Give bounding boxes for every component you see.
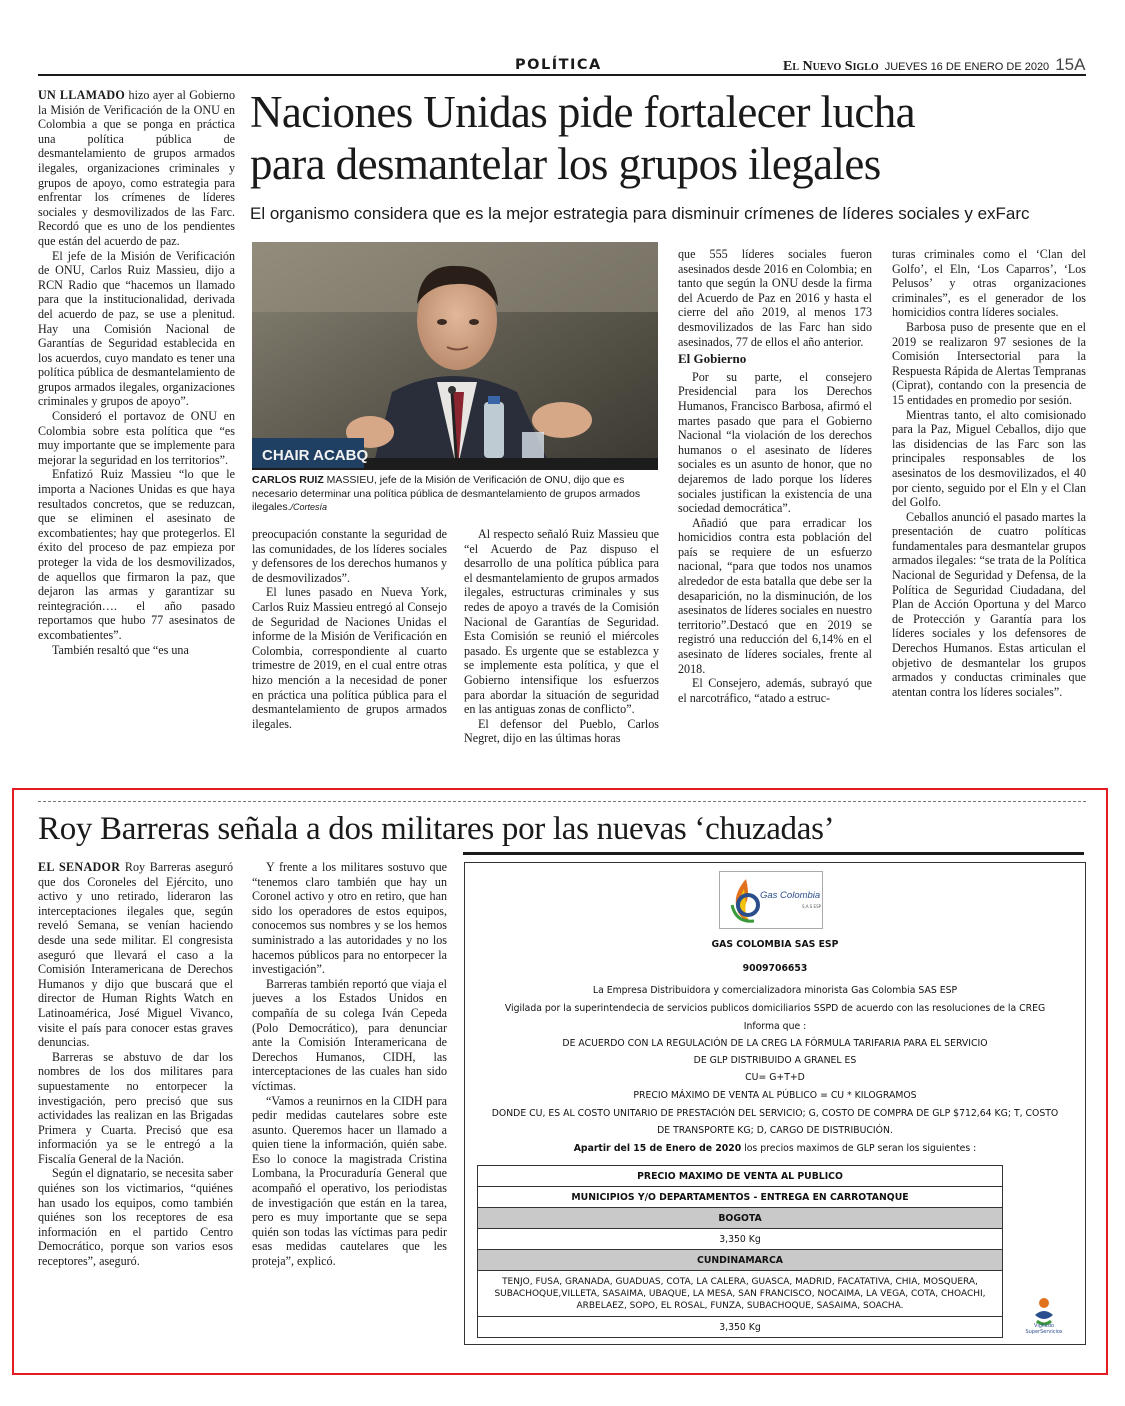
- masthead: [783, 55, 1085, 75]
- paragraph: Barbosa puso de presente que en el 2019 se realizaron 97 sesiones de la Comisión Intersectorial para la Respuesta Rápida de Alertas Tempranas (Ciprat), contando con la presencia de 15 entidades en promedio por sesión.: [892, 319, 1086, 407]
- ad-line: La Empresa Distribuidora y comercializadora minorista Gas Colombia SAS ESP: [592, 985, 958, 996]
- nameplate-text: CHAIR ACABQ: [262, 447, 369, 464]
- headline-line-1: Naciones Unidas pide fortalecer lucha: [250, 87, 915, 137]
- newspaper-brand: El Nuevo Siglo: [783, 59, 879, 74]
- paragraph: También resaltó que “es una: [52, 642, 189, 657]
- paragraph: que 555 líderes sociales fueron asesinados desde 2016 en Colombia; en tanto que según la ONU desde la firma del Acuerdo de Paz en 2016 y hasta el cierre del año 2019, al menos 173 desmovilizados de las Farc han sido asesinados, 77 de ellos el año anterior.: [678, 247, 872, 349]
- paragraph: Por su parte, el consejero Presidencial para los Derechos Humanos, Francisco Barbosa, afirmó el martes pasado que para el Gobierno Nacional “la violación de los derechos humanos o el asesinato de líderes sociales es un asunto de honor, que no dejaremos de lado porque los líderes sociales justifican la existencia de una sociedad democrática”.: [678, 369, 872, 516]
- ad-line: DE TRANSPORTE KG; D, CARGO DE DISTRIBUCIÓN.: [657, 1125, 893, 1136]
- table-title: PRECIO MAXIMO DE VENTA AL PUBLICO: [478, 1166, 1003, 1187]
- ad-company: GAS COLOMBIA SAS ESP: [711, 939, 839, 950]
- table-subtitle: MUNICIPIOS Y/O DEPARTAMENTOS - ENTREGA EN CARROTANQUE: [478, 1187, 1003, 1208]
- logo-text: Gas Colombia: [760, 890, 821, 901]
- lead-word: UN LLAMADO: [38, 88, 126, 102]
- paragraph: turas criminales como el ‘Clan del Golfo’, el Eln, ‘Los Caparros’, ‘Los Pelusos’ y otras organizaciones criminales”, es el generador de los homicidios contra líderes sociales.: [892, 247, 1086, 320]
- ad-effective-date: Apartir del 15 de Enero de 2020: [573, 1143, 742, 1154]
- ad-line: [475, 1143, 1075, 1154]
- paragraph: Y frente a los militares sostuvo que “tenemos claro también que hay un Coronel activo y otro en retiro, que han sido los operadores de estos equipos, conocemos sus nombres y se los hemos suministrado a las autoridades y no los hacemos públicos para no entorpecer la investigación”.: [252, 860, 447, 977]
- price-table: [477, 1165, 1003, 1338]
- ad-line-text: los precios maximos de GLP seran los siguientes :: [741, 1143, 977, 1154]
- paragraph: El lunes pasado en Nueva York, Carlos Ruiz Massieu entregó al Consejo de Seguridad de Naciones Unidas el informe de la Misión de Verificación en Colombia, correspondiente al cuarto trimestre de 2019, en el cual entre otras hizo mención a la necesidad de poner en práctica una política pública para el desmantelamiento de grupos armados ilegales.: [252, 585, 447, 731]
- paragraph: “Vamos a reunirnos en la CIDH para pedir medidas cautelares sobre este asunto. Queremos hacer un llamado a quien tiene la información, quién sabe. Eso lo conoce la magistrada Cristina Lombana, la Procuraduría General que acompañó el operativo, los periodistas de investigación que están en la tarea, pero es muy importante que se sepa quién son todas las víctimas para pedir esas medidas cautelares que les proteja”, explicó.: [252, 1093, 447, 1269]
- table-row: [478, 1271, 1003, 1317]
- paragraph: preocupación constante la seguridad de las comunidades, de los líderes sociales y defensores de los derechos humanos y de desmovilizados”.: [252, 527, 447, 585]
- region-bogota: BOGOTA: [478, 1208, 1003, 1229]
- region-cundinamarca: CUNDINAMARCA: [478, 1250, 1003, 1271]
- ad-formula: PRECIO MÁXIMO DE VENTA AL PÚBLICO = CU * KILOGRAMOS: [633, 1090, 917, 1101]
- ad-line: DONDE CU, ES AL COSTO UNITARIO DE PRESTACIÓN DEL SERVICIO; G, COSTO DE COMPRA DE GLP $712,64 KG; T, COSTO: [491, 1108, 1059, 1119]
- paragraph: Consideró el portavoz de ONU en Colombia sobre esta política que “es muy importante que se implemente para mejorar la seguridad en los territorios”.: [38, 409, 235, 467]
- second-headline: Roy Barreras señala a dos militares por las nuevas ‘chuzadas’: [38, 811, 835, 847]
- section-divider: [38, 801, 1086, 802]
- paragraph: Mientras tanto, el alto comisionado para la Paz, Miguel Ceballos, dijo que las disidencias de las Farc son las principales responsables de los asesinatos de los desmovilizados, el 40 por ciento, seguido por el Eln y el Clan del Golfo.: [892, 407, 1086, 510]
- gas-colombia-advertisement: [464, 862, 1086, 1345]
- paragraph: [38, 88, 235, 249]
- logo-subtext: S.A.S ESP: [802, 904, 822, 909]
- headline-line-2: para desmantelar los grupos ilegales: [250, 139, 881, 189]
- ad-formula: CU= G+T+D: [745, 1072, 805, 1083]
- caption-name: CARLOS RUIZ: [252, 474, 324, 486]
- table-row: [478, 1229, 1003, 1250]
- paragraph: El jefe de la Misión de Verificación de ONU, Carlos Ruiz Massieu, dijo a RCN Radio que “hacemos un llamado para que la institucionalidad, derivada del acuerdo de paz, se use a plenitud. Hay una Comisión Nacional de Garantías de Seguridad establecida en los acuerdos, cuyo mandato es tener una política pública de desmantelamiento de grupos armados ilegales, organizaciones criminales y grupos de apoyo”.: [38, 248, 235, 409]
- table-row: [478, 1187, 1003, 1208]
- municipalities-list: TENJO, FUSA, GRANADA, GUADUAS, COTA, LA CALERA, GUASCA, MADRID, FACATATIVA, CHIA, MOSQUERA, SUBACHOQUE,VILLETA, SASAIMA, UBAQUE, LA MESA, SAN FRANCISCO, NOCAIMA, LA VEGA, COTA, CHOACHI, ARBELAEZ, SOPO, EL ROSAL, FUNZA, SUBACHOQUE, SASAIMA, SOACHA.: [478, 1271, 1003, 1317]
- paragraph: Barreras se abstuvo de dar los nombres de los dos militares para supuestamente no entorpecer la investigación, pero precisó que sus actividades las realizan en las Brigadas Primera y Cuarta. Precisó que esa información ya se le entregó a la Fiscalía General de la Nación.: [38, 1049, 233, 1166]
- page-number: 15A: [1055, 55, 1086, 74]
- ad-line: DE GLP DISTRIBUIDO A GRANEL ES: [693, 1055, 857, 1066]
- main-headline: [250, 86, 1070, 190]
- table-row: [478, 1250, 1003, 1271]
- header-rule: [38, 74, 1086, 76]
- paragraph: El defensor del Pueblo, Carlos Negret, dijo en las últimas horas: [464, 716, 659, 746]
- paragraph-text: Roy Barreras aseguró que dos Coroneles del Ejército, uno activo y uno retirado, lideraron las interceptaciones ilegales que, según reveló Semana, se venían haciendo desde una sede militar. El congresista aseguró que llevará el caso a la Comisión Interamericana de Derechos Humanos y dijo que buscará que el director de Human Rights Watch en Latinoamérica, José Miguel Vivanco, visite el país para conocer estas graves denuncias.: [38, 860, 233, 1050]
- caption-text: MASSIEU, jefe de la Misión de Verificación de ONU, dijo que es necesario determinar una política pública de desmantelamiento de grupos armados ilegales.: [252, 474, 641, 513]
- paragraph: Ceballos anunció el pasado martes la presentación de cuatro políticas fundamentales para desmantelar grupos armados ilegales: “se trata de la Política Nacional de Seguridad y Defensa, de la Política de Seguridad Ciudadana, del Plan de Acción Oportuna y del Marco de Protección y Garantía para los líderes sociales y los defensores de Derechos Humanos. Estas articulan el objetivo de desmantelar los grupos armados y conductas criminales que atentan contra los líderes sociales”.: [892, 509, 1086, 699]
- paragraph: Según el dignatario, se necesita saber quiénes son los victimarios, “quiénes han usado los equipos, como también quiénes son los receptores de esa información en el partido Centro Democrático, porque son varios esos receptores”, aseguró.: [38, 1166, 233, 1269]
- table-row: [478, 1166, 1003, 1187]
- section-label: POLÍTICA: [515, 57, 602, 73]
- superservicios-label: Vigilado SuperServicios: [1025, 1323, 1063, 1335]
- article2-column-1: [38, 860, 233, 1350]
- flame-icon: [724, 875, 764, 927]
- issue-date: JUEVES 16 DE ENERO DE 2020: [884, 61, 1050, 73]
- article1-column-1: [38, 88, 235, 796]
- table-row: [478, 1208, 1003, 1229]
- paragraph: [38, 860, 233, 1050]
- article1-column-5: [892, 247, 1086, 796]
- price-cundinamarca: 3,350 Kg: [478, 1317, 1003, 1338]
- paragraph-text: hizo ayer al Gobierno la Misión de Verificación de la ONU en Colombia a que se ponga en práctica una política pública de desmantelamiento de grupos armados ilegales, organizaciones criminales y grupos de apoyo, como estrategia para enfrentar los crímenes de líderes sociales y desmovilizados de las Farc. Recordó que es uno de los pendientes que están del acuerdo de paz.: [38, 88, 235, 248]
- ad-line: DE ACUERDO CON LA REGULACIÓN DE LA CREG LA FÓRMULA TARIFARIA PARA EL SERVICIO: [562, 1038, 988, 1049]
- headline-rule: [463, 852, 1084, 855]
- article1-column-3: [464, 527, 659, 796]
- article2-column-2: [252, 860, 447, 1350]
- paragraph: El Consejero, además, subrayó que el narcotráfico, “atado a estruc-: [678, 676, 872, 705]
- article1-column-4: [678, 247, 872, 796]
- gas-colombia-logo: [719, 871, 823, 929]
- photo-carlos-ruiz-massieu: [252, 242, 658, 470]
- lead-word: EL SENADOR: [38, 860, 121, 874]
- article-subtitle: El organismo considera que es la mejor estrategia para disminuir crímenes de líderes sociales y exFarc: [250, 204, 1030, 223]
- paragraph: Añadió que para erradicar los homicidios contra esta población del país se requiere de un esfuerzo nacional, “para que todos nos unamos alrededor de esta batalla que debe ser la desaparición, no la disminución, de los asesinatos de líderes sociales en nuestro territorio”.Destacó que en 2019 se registró una reducción del 6,14% en el asesinato de líderes sociales, frente al 2018.: [678, 515, 872, 676]
- paragraph: Al respecto señaló Ruiz Massieu que “el Acuerdo de Paz dispuso el desarrollo de una política pública para el desmantelamiento de grupos armados ilegales, estructuras criminales y sus redes de apoyo a través de la Comisión Nacional de Garantías de Seguridad. Esta Comisión se reunió el miércoles pasado. Es urgente que se establezca y se implemente esta política, y que el Gobierno intensifique los esfuerzos para abordar la situación de seguridad en las antiguas zonas de conflicto”.: [464, 527, 659, 717]
- caption-credit: /Cortesía: [290, 502, 328, 512]
- ad-line: Vigilada por la superintendecia de servicios publicos domiciliarios SSPD de acuerdo con las resoluciones de la CREG: [504, 1003, 1046, 1014]
- article-photo: [252, 242, 658, 470]
- paragraph: Barreras también reportó que viaja el jueves a los Estados Unidos en compañía de su colega Iván Cepeda (Polo Democrático), para denunciar ante la Comisión Interamericana de Derechos Humanos, CIDH, las interceptaciones de las cuales han sido víctimas.: [252, 976, 447, 1093]
- subhead-el-gobierno: El Gobierno: [678, 351, 747, 367]
- paragraph: Enfatizó Ruiz Massieu “lo que le importa a Naciones Unidas es que haya resultados concretos, que se reduzcan, que se eliminen el asesinato de excombatientes; hay que protegerlos. El éxito del proceso de paz empieza por proteger la vida de los desmovilizados, de aquellos que firmaron la paz, que dejaron las armas y garantizar su reintegración…. el año pasado reportamos que hubo 77 asesinatos de excombatientes”.: [38, 467, 235, 642]
- article1-column-2: [252, 527, 447, 796]
- table-row: [478, 1317, 1003, 1338]
- photo-caption: [252, 474, 658, 515]
- price-bogota: 3,350 Kg: [478, 1229, 1003, 1250]
- ad-line: Informa que :: [743, 1021, 807, 1032]
- ad-nit: 9009706653: [742, 963, 808, 974]
